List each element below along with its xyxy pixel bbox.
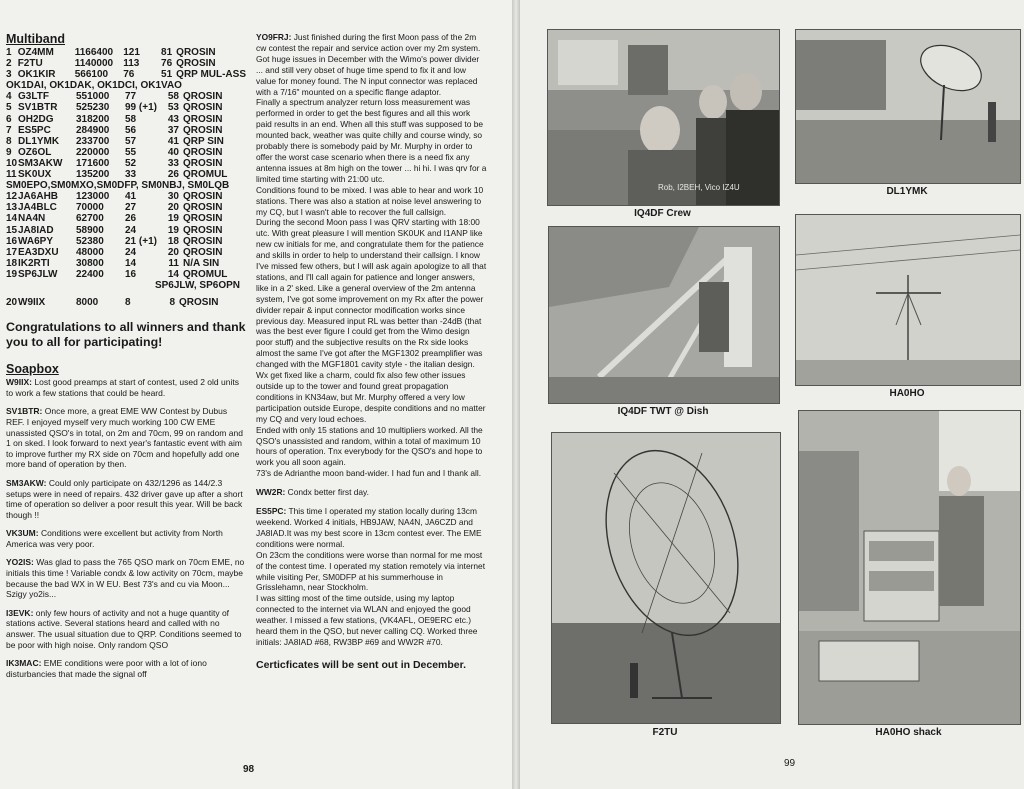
result-cell: 1140000 <box>74 58 114 70</box>
result-cell: 19 <box>167 213 179 225</box>
paragraph-text: Ended with only 15 stations and 10 multipliers worked. All the QSO's unassisted and random, within a total of maximum 10 hours of operation. Tnx everybody for the QSO's and hope to work you all soon again. <box>256 424 483 468</box>
result-cell: OZ6OL <box>18 146 52 158</box>
result-cell: 70000 <box>76 202 104 214</box>
result-cell: 121 <box>123 47 140 58</box>
soapbox-entry <box>6 478 246 520</box>
result-cell: 30800 <box>76 257 104 269</box>
result-cell: 8000 <box>76 297 99 309</box>
soapbox-heading: Soapbox <box>6 362 59 377</box>
soapbox-entry <box>6 608 246 650</box>
result-cell: QROMUL <box>182 268 228 280</box>
result-cell: 40 <box>167 146 179 158</box>
result-cell: G3LTF <box>18 91 49 103</box>
result-cell: JA8IAD <box>18 224 54 236</box>
result-cell: 24 <box>125 246 137 258</box>
result-cell: QROSIN <box>182 124 223 136</box>
result-row <box>6 297 218 308</box>
result-cell: OH2DG <box>18 113 54 125</box>
result-row <box>6 236 227 247</box>
result-cell: 24 <box>125 224 137 236</box>
result-cell: 56 <box>125 124 137 136</box>
paragraph-text: Finally a spectrum analyzer return loss measurement was performed in order to get the best figures and all this work paid results in an end. When all this stuff was supposed to be mounted back, weather was quite chilly and course windy, so probably there is somebody paid by Mr. Murphy in order to offer the worst case scenario when there is a need fix any antenna issues at 8m high on the tower ... hi hi. I was qrv for a limited time starting with 21:00 utc. <box>256 97 487 184</box>
result-cell: 26 <box>125 213 137 225</box>
report-paragraph <box>256 425 488 469</box>
result-cell: QROSIN <box>182 246 223 258</box>
result-row <box>6 47 246 58</box>
result-cell: NA4N <box>18 213 46 225</box>
result-cell: QROSIN <box>176 58 216 70</box>
result-cell: JA6AHB <box>18 191 59 203</box>
result-cell: 5 <box>6 102 12 114</box>
result-cell: 9 <box>6 146 12 158</box>
result-row <box>6 91 227 102</box>
result-cell: 8 <box>6 135 12 147</box>
results-table-3 <box>6 191 227 280</box>
report-paragraph <box>256 32 488 97</box>
entry-text: Conditions were excellent but activity from North America was very poor. <box>6 528 223 549</box>
result-cell: 16 <box>6 235 18 247</box>
callsign: SV1BTR: <box>6 406 43 417</box>
result-cell: 566100 <box>74 69 109 81</box>
result-cell: 14 <box>125 257 137 269</box>
callsign: W9IIX: <box>6 377 32 388</box>
result-cell: 16 <box>125 268 137 280</box>
result-cell: 551000 <box>76 91 110 103</box>
spine-gutter <box>512 0 520 789</box>
result-cell: QROSIN <box>182 146 223 158</box>
congrats-text: Congratulations to all winners and thank you to all for participating! <box>6 320 246 350</box>
ops-line: SP6JLW, SP6OPN <box>154 279 240 291</box>
result-cell: 3 <box>6 69 12 81</box>
paragraph-text: Just finished during the first Moon pass of the 2m cw contest the repair and service action over my 2m system. Got huge issues in December with the Wimo's power divider ... and still very obset of huge time spend to fix it and low value for money found. The N input connector was replaced with a 7/16" mounted on a specific flange adaptor. <box>256 32 481 97</box>
caption-iq4df-twt: IQ4DF TWT @ Dish <box>617 406 709 417</box>
result-row <box>6 147 227 158</box>
result-cell: 10 <box>6 157 18 169</box>
paragraph-text: Conditions found to be mixed. I was able to hear and work 10 stations. There was also a station at noise level answering to my CQ, but I wasn't able to recover the full callsign. <box>256 184 484 217</box>
result-cell: SM3AKW <box>18 157 63 169</box>
entry-text: Lost good preamps at start of contest, used 2 old units to work a few stations that could be heard. <box>6 377 239 398</box>
callsign: YO2IS: <box>6 557 34 568</box>
result-cell: 43 <box>167 113 179 125</box>
result-row <box>6 136 227 147</box>
photo-f2tu <box>551 432 781 724</box>
result-cell: 233700 <box>76 135 110 147</box>
result-row <box>6 247 227 258</box>
result-cell: 11 <box>6 169 17 181</box>
soapbox-entry <box>6 406 246 470</box>
result-cell: 37 <box>167 124 179 136</box>
result-cell: QROSIN <box>182 113 223 125</box>
result-cell: 21 (+1) <box>125 235 157 247</box>
result-cell: 58900 <box>76 224 104 236</box>
result-cell: 220000 <box>76 146 110 158</box>
callsign: SM3AKW: <box>6 477 47 488</box>
paragraph-text: I was sitting most of the time outside, using my laptop connected to the internet via WLAN and enjoyed the good weather. I missed a few stations, (VK4AFL, OE9ERC etc.) heard them in the QSO, but never calling CQ. Worked three initials: JA8IAD #68, RW3BP #69 and WW2R #70. <box>256 593 478 647</box>
result-cell: 11 <box>168 257 179 269</box>
result-cell: 33 <box>167 157 179 169</box>
callsign: I3EVK: <box>6 607 34 618</box>
photo-iq4df-twt <box>548 226 780 404</box>
result-cell: 53 <box>167 102 179 114</box>
soapbox-entry <box>6 658 246 679</box>
result-cell: QROSIN <box>182 91 223 103</box>
result-cell: QROSIN <box>182 157 223 169</box>
result-cell: 26 <box>167 169 179 181</box>
callsign: YO9FRJ: <box>256 32 292 42</box>
result-cell: EA3DXU <box>18 246 59 258</box>
result-row <box>6 191 227 202</box>
ops-line: SM0EPO,SM0MXO,SM0DFP, SM0NBJ, SM0LQB <box>6 180 230 192</box>
results-table-4 <box>6 297 218 308</box>
result-cell: 19 <box>6 268 18 280</box>
report-paragraph <box>256 593 488 648</box>
photo-dl1ymk <box>795 29 1021 184</box>
soapbox-entry <box>6 528 246 549</box>
result-row <box>6 258 227 269</box>
result-cell: F2TU <box>17 58 43 70</box>
result-cell: 14 <box>167 268 179 280</box>
entry-text: Once more, a great EME WW Contest by Dubus REF. I enjoyed myself very much working 100 CW EME unassisted QSO's in total, on 2m and 70cm, 99 on random and 1 on sked. I look forward to next year's fantastic event with aim to improve further my RX side on 70cm and hopefully add one more band of operation by then. <box>6 406 243 470</box>
result-row <box>6 202 227 213</box>
report-paragraph <box>256 487 488 498</box>
result-cell: OZ4MM <box>17 47 54 58</box>
result-cell: 2 <box>6 58 12 70</box>
result-row <box>6 102 227 113</box>
result-row <box>6 158 227 169</box>
result-cell: 18 <box>167 235 179 247</box>
result-cell: QROSIN <box>182 213 223 225</box>
report-paragraph <box>256 97 488 184</box>
result-cell: 12 <box>6 191 18 203</box>
report-paragraph <box>256 185 488 218</box>
result-cell: N/A SIN <box>182 257 220 269</box>
result-cell: QRP SIN <box>182 135 224 147</box>
result-cell: 51 <box>161 69 173 81</box>
result-row <box>6 58 246 69</box>
callsign: WW2R: <box>256 487 286 498</box>
result-cell: 20 <box>6 297 18 309</box>
result-row <box>6 125 227 136</box>
result-cell: ES5PC <box>18 124 51 136</box>
closing-note: Certicficates will be sent out in December. <box>256 658 467 671</box>
paragraph-text: During the second Moon pass I was QRV starting with 18:00 utc. With great pleasure I will mention SK0UK and I1ANP like new cw initials for me, and congratulate them for the patience and skills in order to help to understand their callsign. I know I've missed few others, but I will ask again apologize to all that stations, and I'll call again for patience and longer answers, like in a 2' sked. Like a general overview of the 2m antenna system, I've got some improvement on my Rx after the power divider repair & input connector modification works since previous day. Measured input RL was better than -24dB (that was the best ever figure I could get from the Wimo design poor stuff) and the subjective results on the Rx side looks almost the same I've got after the MGF1302 preamplifier was changed with the MGF1801 cavity style - the italian design. Wx get fixed like a charm, could fix also few other issues outside up to the tower and found great propagation conditions in KN34aw, but Mr. Murphy offered a very low participation outside Europe, despite conditions and no matter my CQ and very loud echoes. <box>256 217 487 424</box>
result-cell: 55 <box>125 146 137 158</box>
result-cell: 123000 <box>76 191 110 203</box>
right-page <box>520 0 1024 789</box>
left-column <box>6 32 246 687</box>
result-cell: 171600 <box>76 157 110 169</box>
result-cell: DL1YMK <box>18 135 60 147</box>
result-cell: 99 (+1) <box>125 102 157 114</box>
callsign: ES5PC: <box>256 506 287 517</box>
page-number-right: 99 <box>784 758 796 769</box>
result-cell: 13 <box>6 202 18 214</box>
result-cell: 284900 <box>76 124 110 136</box>
paragraph-text: Condx better first day. <box>287 487 369 498</box>
report-paragraph <box>256 217 488 424</box>
result-cell: 318200 <box>76 113 110 125</box>
page-number-left: 98 <box>243 764 255 775</box>
result-cell: 4 <box>6 91 12 103</box>
caption-ha0ho-shack: HA0HO shack <box>875 727 942 738</box>
result-cell: 33 <box>125 169 137 181</box>
entry-text: only few hours of activity and not a huge quantity of stations active. Several stations heard and called with no answer. The usual situation due to QRP. Conditions seemed to be poor with high noise. Only random QSO <box>6 607 242 650</box>
result-row <box>6 114 227 125</box>
result-cell: 22400 <box>76 268 104 280</box>
result-cell: 20 <box>167 202 179 214</box>
result-cell: QROMUL <box>182 169 228 181</box>
result-cell: IK2RTI <box>18 257 50 269</box>
result-cell: 18 <box>6 257 18 269</box>
result-cell: SK0UX <box>18 169 52 181</box>
paragraph-text: 73's de Adrianthe moon band-wider. I had fun and I thank all. <box>256 468 482 479</box>
result-cell: W9IIX <box>18 297 46 309</box>
result-cell: QROSIN <box>179 297 219 309</box>
result-cell: 6 <box>6 113 12 125</box>
result-cell: 1166400 <box>74 47 114 58</box>
soapbox-entry <box>6 377 246 398</box>
report-paragraph <box>256 468 488 479</box>
result-cell: QROSIN <box>182 102 223 114</box>
result-cell: 20 <box>167 246 179 258</box>
result-cell: 41 <box>167 135 179 147</box>
entry-text: EME conditions were poor with a lot of iono disturbancies that made the signal off <box>6 658 207 679</box>
result-cell: SV1BTR <box>18 102 58 114</box>
result-cell: 76 <box>123 69 135 81</box>
result-row <box>6 269 227 280</box>
result-cell: 113 <box>123 58 140 70</box>
result-cell: 15 <box>6 224 18 236</box>
result-cell: QROSIN <box>182 224 223 236</box>
result-cell: 14 <box>6 213 18 225</box>
result-cell: SP6JLW <box>18 268 58 280</box>
result-cell: 52380 <box>76 235 104 247</box>
result-row <box>6 225 227 236</box>
paragraph-text: On 23cm the conditions were worse than normal for me most of the contest time. I operated my station remotely via internet while visiting Per, SM0DFP at his summerhouse in Grisslehamn, near Stockholm. <box>256 549 486 593</box>
result-cell: WA6PY <box>18 235 54 247</box>
result-cell: 17 <box>6 246 18 258</box>
result-cell: 41 <box>125 191 137 203</box>
result-row <box>6 69 246 80</box>
caption-f2tu: F2TU <box>652 727 678 738</box>
result-cell: 76 <box>161 58 173 70</box>
right-text-column <box>256 32 488 671</box>
results-table-1 <box>6 47 246 80</box>
callsign: IK3MAC: <box>6 658 42 669</box>
result-cell: 57 <box>125 135 137 147</box>
result-cell: QRP MUL-ASS <box>176 69 246 81</box>
result-cell: 62700 <box>76 213 104 225</box>
photo-ha0ho <box>795 214 1021 386</box>
caption-dl1ymk: DL1YMK <box>886 186 928 197</box>
result-cell: QROSIN <box>176 47 216 58</box>
result-row <box>6 213 227 224</box>
multiband-heading: Multiband <box>6 32 66 46</box>
photo-iq4df-crew <box>547 29 780 206</box>
result-cell: 58 <box>167 91 179 103</box>
result-cell: 8 <box>125 297 131 309</box>
soapbox-entries <box>6 377 246 679</box>
soapbox-entry <box>6 557 246 599</box>
result-cell: JA4BLC <box>18 202 57 214</box>
result-cell: 58 <box>125 113 137 125</box>
result-cell: QROSIN <box>182 202 223 214</box>
caption-iq4df-crew: IQ4DF Crew <box>634 208 691 219</box>
result-cell: 135200 <box>76 169 110 181</box>
entry-text: Was glad to pass the 765 QSO mark on 70cm EME, no initials this time ! Variable condx & low activity on 70cm, maybe because the bad WX in W EU. Best 73's and cu via Moon... Szigy yo2is... <box>6 557 245 600</box>
result-cell: 27 <box>125 202 137 214</box>
ops-line: OK1DAI, OK1DAK, OK1DCI, OK1VAO <box>6 80 182 92</box>
result-cell: 525230 <box>76 102 110 114</box>
result-cell: 19 <box>167 224 179 236</box>
result-cell: 48000 <box>76 246 104 258</box>
result-cell: OK1KIR <box>17 69 56 81</box>
callsign: VK3UM: <box>6 528 39 539</box>
result-cell: 1 <box>6 47 12 58</box>
result-cell: QROSIN <box>182 235 223 247</box>
paragraph-text: This time I operated my station locally during 13cm weekend. Worked 4 initials, HB9JAW, NA4N, JA6CZD and JA8IAD.It was my best score in 13cm contest ever. The EME conditions were normal. <box>256 506 482 549</box>
result-cell: 7 <box>6 124 12 136</box>
result-cell: 8 <box>169 297 175 309</box>
photo-ha0ho-shack <box>798 410 1021 725</box>
report-paragraph <box>256 550 488 594</box>
entry-text: Could only participate on 432/1296 as 144/2.3 setups were in need of repairs. 432 driver gave up after a short time of operation so deliver a poor result this year. Will be back though !! <box>6 477 243 520</box>
result-cell: QROSIN <box>182 191 223 203</box>
results-table-2 <box>6 91 227 180</box>
result-cell: 52 <box>125 157 137 169</box>
report-paragraph <box>256 506 488 550</box>
result-row <box>6 169 227 180</box>
caption-ha0ho: HA0HO <box>889 388 925 399</box>
result-cell: 81 <box>161 47 173 58</box>
result-cell: 30 <box>167 191 179 203</box>
result-cell: 77 <box>125 91 137 103</box>
photo-overlay-text: Rob, I2BEH, Vico IZ4U <box>658 183 740 192</box>
